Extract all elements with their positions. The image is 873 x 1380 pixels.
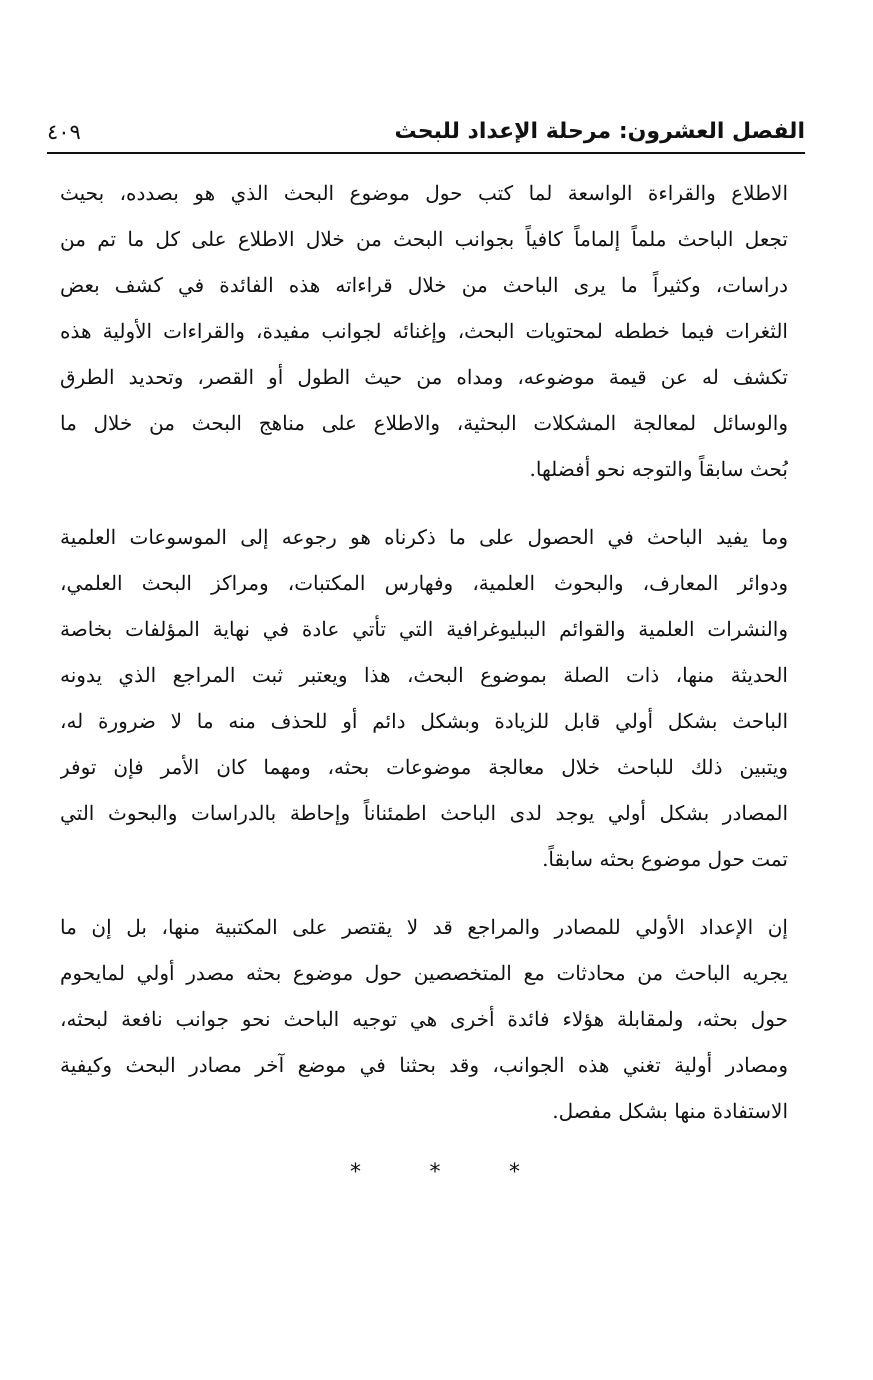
page-number: ٤٠٩	[47, 120, 81, 144]
asterisk-glyph: *	[350, 1159, 361, 1185]
asterisk-glyph: *	[509, 1159, 520, 1185]
text-line: الحديثة منها، ذات الصلة بموضوع البحث، هذا ويعتبر ثبت المراجع الذي يدونه	[60, 663, 788, 687]
text-line: ويتبين ذلك للباحث خلال معالجة موضوعات بحثه، ومهما كان الأمر فإن توفر	[60, 755, 788, 779]
asterisk-glyph: *	[429, 1159, 441, 1185]
text-line: والنشرات العلمية والقوائم الببليوغرافية التي تأتي عادة في نهاية المؤلفات بخاصة	[60, 617, 788, 641]
text-line: دراسات، وكثيراً ما يرى الباحث من خلال قراءاته هذه الفائدة في كشف بعض	[60, 273, 788, 297]
text-line: بُحث سابقاً والتوجه نحو أفضلها.	[529, 457, 788, 481]
text-line: الاطلاع والقراءة الواسعة لما كتب حول موضوع البحث الذي هو بصدده، بحيث	[60, 181, 788, 205]
text-line: والوسائل لمعالجة المشكلات البحثية، والاطلاع على مناهج البحث من خلال ما	[60, 411, 788, 435]
section-separator	[350, 1152, 520, 1192]
text-line: يجريه الباحث من محادثات مع المتخصصين حول موضوع بحثه مصدر أولي لمايحوم	[60, 961, 788, 985]
text-line: تمت حول موضوع بحثه سابقاً.	[542, 847, 788, 871]
paragraph-1	[60, 170, 788, 492]
text-line: ومصادر أولية تغني هذه الجوانب، وقد بحثنا في موضع آخر مصادر البحث وكيفية	[60, 1053, 788, 1077]
text-line: إن الإعداد الأولي للمصادر والمراجع قد لا يقتصر على المكتبية منها، بل إن ما	[60, 915, 788, 939]
text-line: تكشف له عن قيمة موضوعه، ومداه من حيث الطول أو القصر، وتحديد الطرق	[60, 365, 788, 389]
text-line: المصادر بشكل أولي يوجد لدى الباحث اطمئناناً وإحاطة بالدراسات والبحوث التي	[60, 801, 788, 825]
paragraph-2	[60, 514, 788, 882]
body-text	[60, 170, 788, 1156]
text-line: الاستفادة منها بشكل مفصل.	[552, 1099, 788, 1123]
text-line: ودوائر المعارف، والبحوث العلمية، وفهارس المكتبات، ومراكز البحث العلمي،	[60, 571, 788, 595]
text-line: حول بحثه، ولمقابلة هؤلاء فائدة أخرى هي توجيه الباحث نحو جوانب نافعة لبحثه،	[60, 1007, 788, 1031]
text-line: الثغرات فيما خططه لمحتويات البحث، وإغنائه لجوانب مفيدة، والقراءات الأولية هذه	[60, 319, 788, 343]
text-line: الباحث بشكل أولي قابل للزيادة وبشكل دائم أو للحذف منه ما لا ضرورة له،	[60, 709, 788, 733]
chapter-title: الفصل العشرون: مرحلة الإعداد للبحث	[394, 119, 805, 144]
text-line: تجعل الباحث ملماً إلماماً كافياً بجوانب البحث من خلال الاطلاع على كل ما تم من	[60, 227, 788, 251]
running-header	[47, 112, 805, 152]
header-rule	[47, 152, 805, 154]
paragraph-3	[60, 904, 788, 1134]
text-line: وما يفيد الباحث في الحصول على ما ذكرناه هو رجوعه إلى الموسوعات العلمية	[60, 525, 788, 549]
